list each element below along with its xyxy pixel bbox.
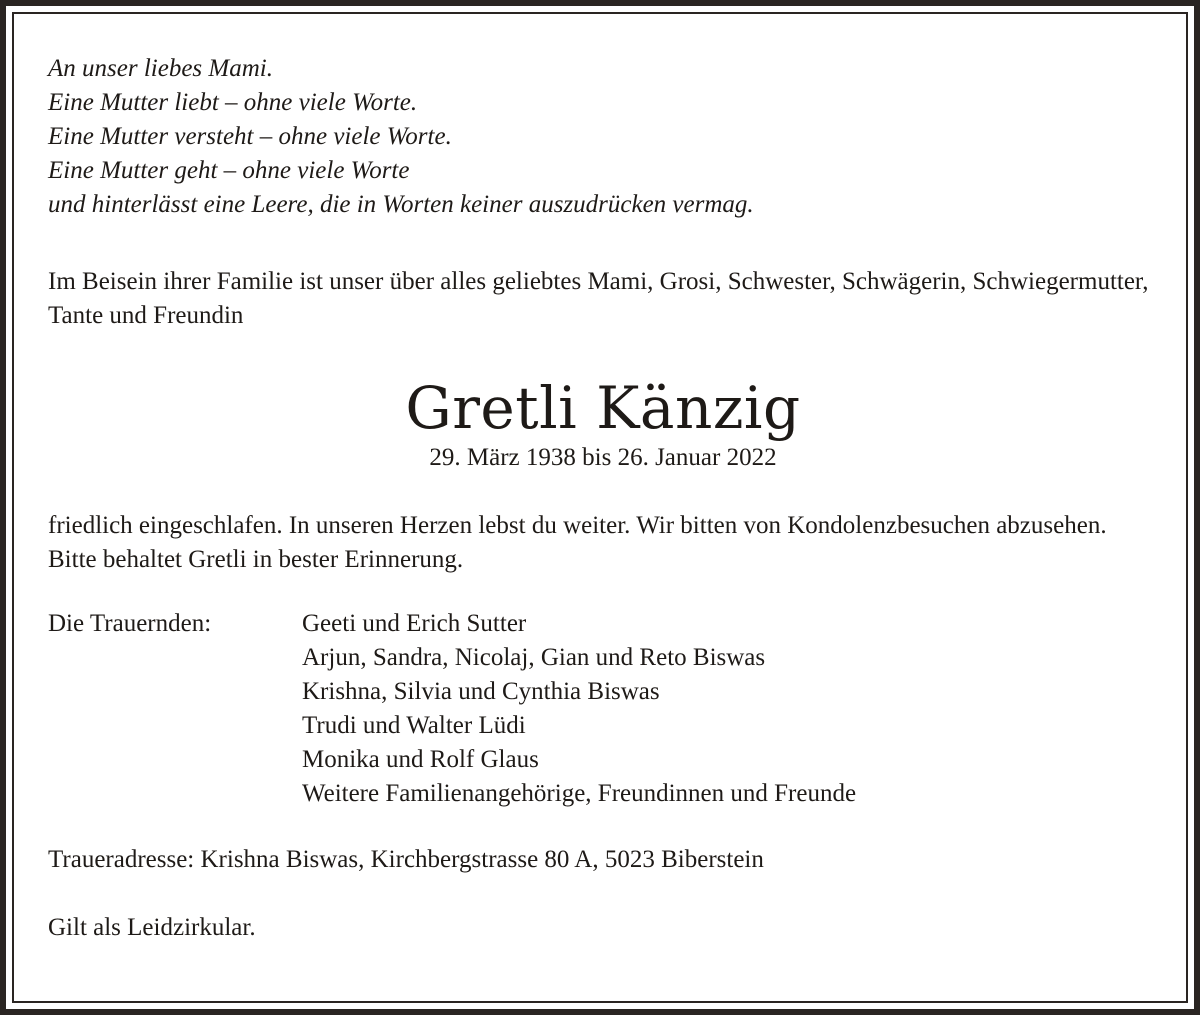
obituary-notice: [48, 52, 1158, 945]
mourner-entry: Weitere Familienangehörige, Freundinnen und Freunde: [302, 780, 857, 807]
mourner-entry: Monika und Rolf Glaus: [302, 746, 539, 773]
poem-line: und hinterlässt eine Leere, die in Worten keiner auszudrücken vermag.: [48, 191, 754, 218]
intro-text: Im Beisein ihrer Familie ist unser über alles geliebtes Mami, Grosi, Schwester, Schwägerin, Schwiegermutter, Tante und Freundin: [48, 268, 1149, 329]
mourners-list: [302, 607, 1158, 811]
mourner-entry: Trudi und Walter Lüdi: [302, 712, 526, 739]
deceased-name: Gretli Känzig: [405, 374, 801, 442]
poem-line: Eine Mutter versteht – ohne viele Worte.: [48, 123, 452, 150]
mourner-entry: Geeti und Erich Sutter: [302, 610, 527, 637]
circular-note: Gilt als Leidzirkular.: [48, 914, 256, 941]
poem-line: An unser liebes Mami.: [48, 55, 273, 82]
mourners-label: Die Trauernden:: [48, 610, 212, 637]
message-text: friedlich eingeschlafen. In unseren Herzen lebst du weiter. Wir bitten von Kondolenzbesuchen abzusehen. Bitte behaltet Gretli in bester Erinnerung.: [48, 512, 1107, 573]
poem-line: Eine Mutter geht – ohne viele Worte: [48, 157, 410, 184]
mourner-entry: Arjun, Sandra, Nicolaj, Gian und Reto Biswas: [302, 644, 766, 671]
poem: [48, 52, 1158, 222]
life-dates: 29. März 1938 bis 26. Januar 2022: [429, 444, 777, 471]
poem-line: Eine Mutter liebt – ohne viele Worte.: [48, 89, 418, 116]
mourner-entry: Krishna, Silvia und Cynthia Biswas: [302, 678, 660, 705]
mourning-address: Traueradresse: Krishna Biswas, Kirchbergstrasse 80 A, 5023 Biberstein: [48, 846, 764, 873]
mourners-section: [48, 607, 1158, 811]
